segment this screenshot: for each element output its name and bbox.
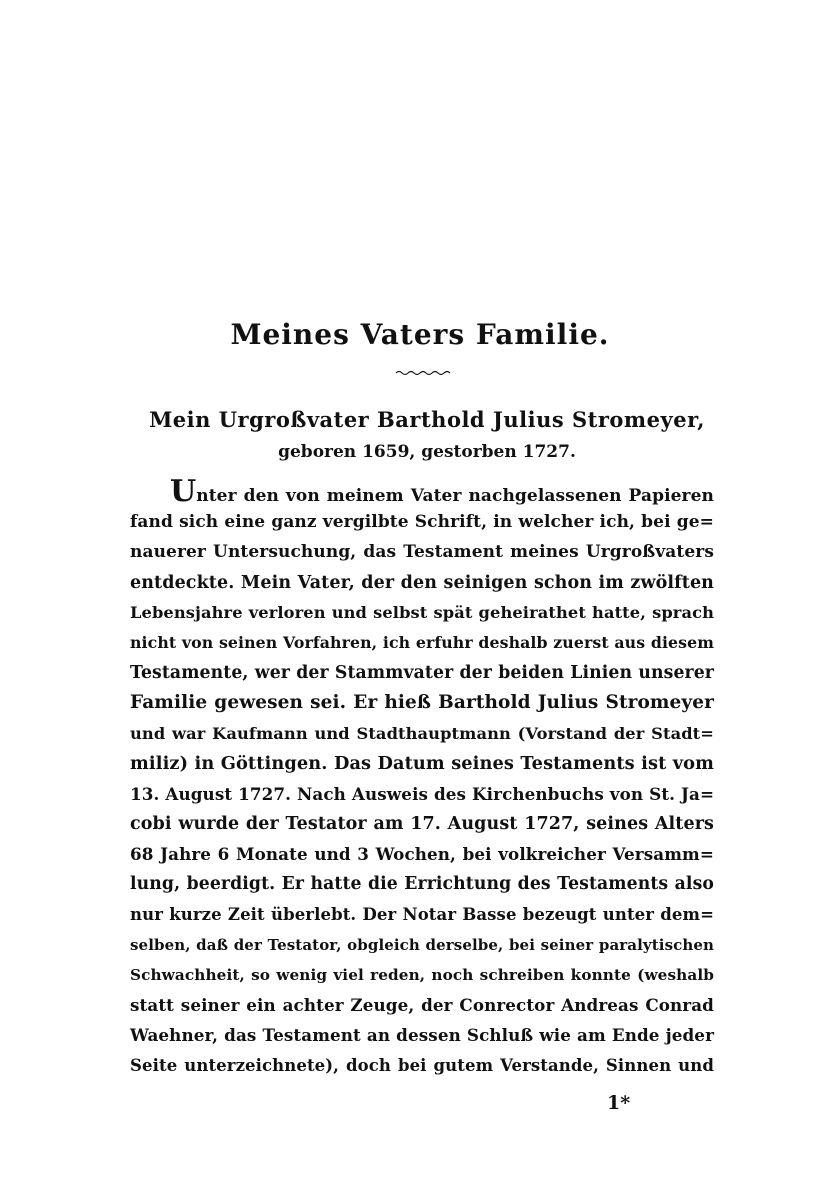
page-signature: 1* [607,1092,631,1114]
text-line: 68 Jahre 6 Monate und 3 Wochen, bei volkreicher Versamm= [130,844,714,865]
text-line: Schwachheit, so wenig viel reden, noch schreiben konnte (weshalb [130,966,714,984]
text-line: entdeckte. Mein Vater, der den seinigen schon im zwölften [130,572,714,593]
ornament-divider [395,370,453,376]
section-title: Mein Urgroßvater Barthold Julius Stromeyer, [149,407,705,432]
text-line: Lebensjahre verloren und selbst spät geheirathet hatte, sprach [130,602,714,622]
text-line: 13. August 1727. Nach Ausweis des Kirchenbuchs von St. Ja= [130,783,715,804]
text-line-content: nter den von meinem Vater nachgelassenen Papieren [196,486,714,506]
text-line: Waehner, das Testament an dessen Schluß wie am Ende jeder [130,1025,714,1046]
body-text [130,474,715,1081]
text-line: und war Kaufmann und Stadthauptmann (Vorstand der Stadt= [130,723,714,743]
text-line: statt seiner ein achter Zeuge, der Conrector Andreas Conrad [130,995,714,1016]
text-line: lung, beerdigt. Er hatte die Errichtung des Testaments also [130,874,714,895]
text-line: Testamente, wer der Stammvater der beiden Linien unserer [130,663,714,684]
text-line: nicht von seinen Vorfahren, ich erfuhr deshalb zuerst aus diesem [130,632,714,652]
chapter-title: Meines Vaters Familie. [230,318,610,351]
section-subtitle: geboren 1659, gestorben 1727. [278,442,576,462]
text-line: fand sich eine ganz vergilbte Schrift, in welcher ich, bei ge= [130,512,714,533]
text-line: Seite unterzeichnete), doch bei gutem Verstande, Sinnen und [130,1055,714,1075]
text-line: nauerer Untersuchung, das Testament meines Urgroßvaters [130,542,714,563]
text-line: miliz) in Göttingen. Das Datum seines Testaments ist vom [130,752,714,774]
text-line: cobi wurde der Testator am 17. August 1727, seines Alters [130,814,714,835]
text-line: selben, daß der Testator, obgleich derselbe, bei seiner paralytischen [130,935,714,954]
drop-cap: U [170,474,197,509]
text-line: Familie gewesen sei. Er hieß Barthold Julius Stromeyer [130,692,714,714]
text-line: nur kurze Zeit überlebt. Der Notar Basse bezeugt unter dem= [130,904,714,924]
text-line [130,474,714,509]
